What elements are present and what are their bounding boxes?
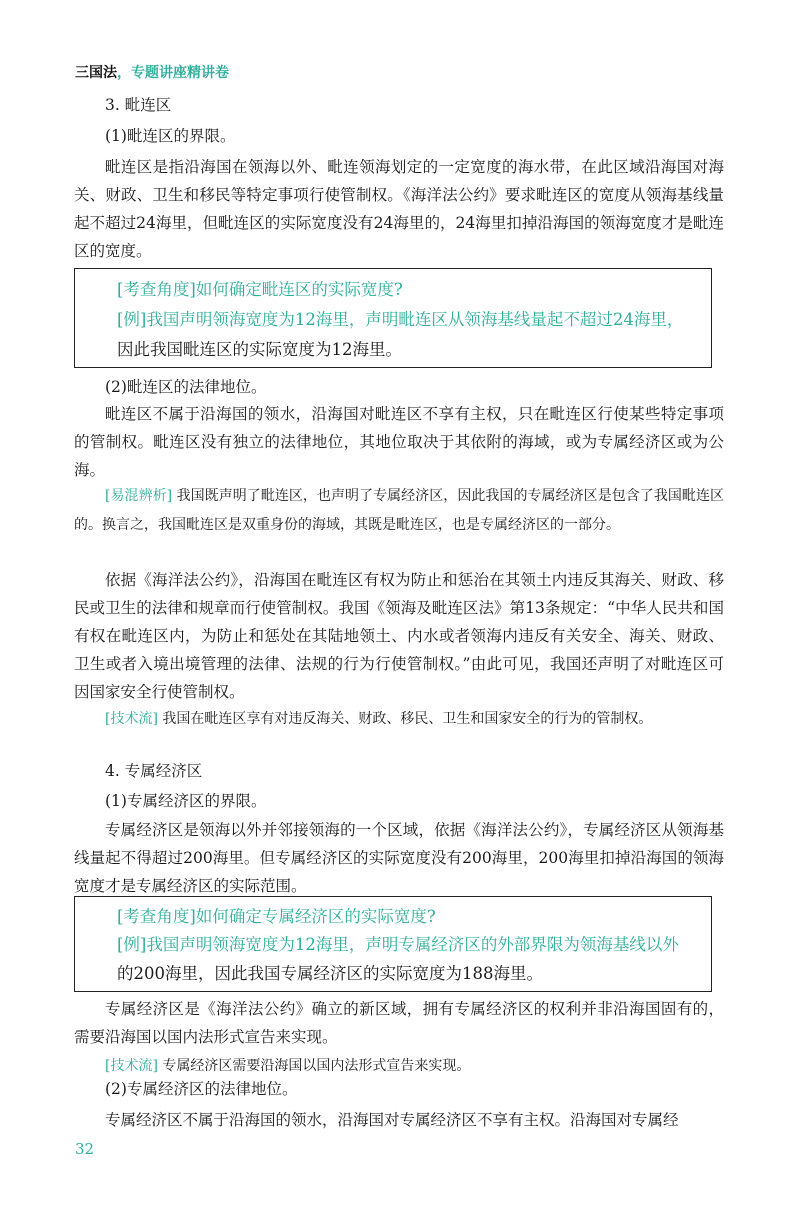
running-header xyxy=(75,62,229,82)
subheading-contiguous-zone-legal-status: (2)毗连区的法律地位。 xyxy=(105,378,267,396)
header-series-title: ，专题讲座精讲卷 xyxy=(117,65,229,81)
subheading-contiguous-zone-limits: (1)毗连区的界限。 xyxy=(105,127,236,145)
note-tag-easy-confusion: [易混辨析] xyxy=(105,488,173,504)
exam-angle-question-eez: [考查角度]如何确定专属经济区的实际宽度? xyxy=(117,907,436,926)
note-tag-technique-2: [技术流] xyxy=(105,1058,158,1074)
section-heading-contiguous-zone: 3. 毗连区 xyxy=(105,96,172,114)
subheading-eez-legal-status: (2)专属经济区的法律地位。 xyxy=(105,1080,298,1098)
paragraph-eez-definition: 专属经济区是领海以外并邻接领海的一个区域，依据《海洋法公约》，专属经济区从领海基线量起不得超过200海里。但专属经济区的实际宽度没有200海里，200海里扣掉沿海国的领海宽度才是专属经济区的实际范围。 xyxy=(74,821,724,895)
paragraph-contiguous-zone-control-rights: 依据《海洋法公约》，沿海国在毗连区有权为防止和惩治在其领土内违反其海关、财政、移民或卫生的法律和规章而行使管制权。我国《领海及毗连区法》第13条规定：“中华人民共和国有权在毗连区内，为防止和惩处在其陆地领土、内水或者领海内违反有关安全、海关、财政、卫生或者入境出境管理的法律、法规的行为行使管制权。”由此可见，我国还声明了对毗连区可因国家安全行使管制权。 xyxy=(74,571,724,701)
paragraph-eez-legal-status: 专属经济区不属于沿海国的领水，沿海国对专属经济区不享有主权。沿海国对专属经 xyxy=(105,1111,679,1129)
exam-angle-conclusion: 因此我国毗连区的实际宽度为12海里。 xyxy=(117,340,402,359)
note-text-technique-2: 专属经济区需要沿海国以国内法形式宣告来实现。 xyxy=(157,1058,471,1074)
exam-angle-box-eez xyxy=(74,896,712,992)
note-text-easy-confusion: 我国既声明了毗连区，也声明了专属经济区，因此我国的专属经济区是包含了我国毗连区的。换言之，我国毗连区是双重身份的海域，其既是毗连区，也是专属经济区的一部分。 xyxy=(74,488,724,533)
subheading-eez-limits: (1)专属经济区的界限。 xyxy=(105,792,267,810)
exam-angle-example-eez: [例]我国声明领海宽度为12海里，声明专属经济区的外部界限为领海基线以外 xyxy=(117,935,679,954)
header-book-part: 三国法 xyxy=(75,65,117,81)
exam-angle-conclusion-eez: 的200海里，因此我国专属经济区的实际宽度为188海里。 xyxy=(117,964,543,983)
note-text-technique-1: 我国在毗连区享有对违反海关、财政、移民、卫生和国家安全的行为的管制权。 xyxy=(157,711,653,727)
note-tag-technique-1: [技术流] xyxy=(105,711,158,727)
section-heading-exclusive-economic-zone: 4. 专属经济区 xyxy=(105,762,203,780)
exam-angle-question: [考查角度]如何确定毗连区的实际宽度? xyxy=(117,280,403,299)
note-easy-confusion xyxy=(74,482,724,539)
paragraph-eez-new-area: 专属经济区是《海洋法公约》确立的新区域，拥有专属经济区的权利并非沿海国固有的，需要沿海国以国内法形式宣告来实现。 xyxy=(74,1000,724,1046)
paragraph-contiguous-zone-definition: 毗连区是指沿海国在领海以外、毗连领海划定的一定宽度的海水带，在此区域沿海国对海关、财政、卫生和移民等特定事项行使管制权。《海洋法公约》要求毗连区的宽度从领海基线量起不超过24海里，但毗连区的实际宽度没有24海里的，24海里扣掉沿海国的领海宽度才是毗连区的宽度。 xyxy=(74,158,724,260)
exam-angle-box-contiguous-zone xyxy=(74,268,712,368)
page-number: 32 xyxy=(75,1140,95,1158)
exam-angle-example: [例]我国声明领海宽度为12海里，声明毗连区从领海基线量起不超过24海里， xyxy=(117,310,684,329)
note-technique-1 xyxy=(74,705,724,734)
paragraph-contiguous-zone-legal-status: 毗连区不属于沿海国的领水，沿海国对毗连区不享有主权，只在毗连区行使某些特定事项的管制权。毗连区没有独立的法律地位，其地位取决于其依附的海域，或为专属经济区或为公海。 xyxy=(74,405,724,479)
